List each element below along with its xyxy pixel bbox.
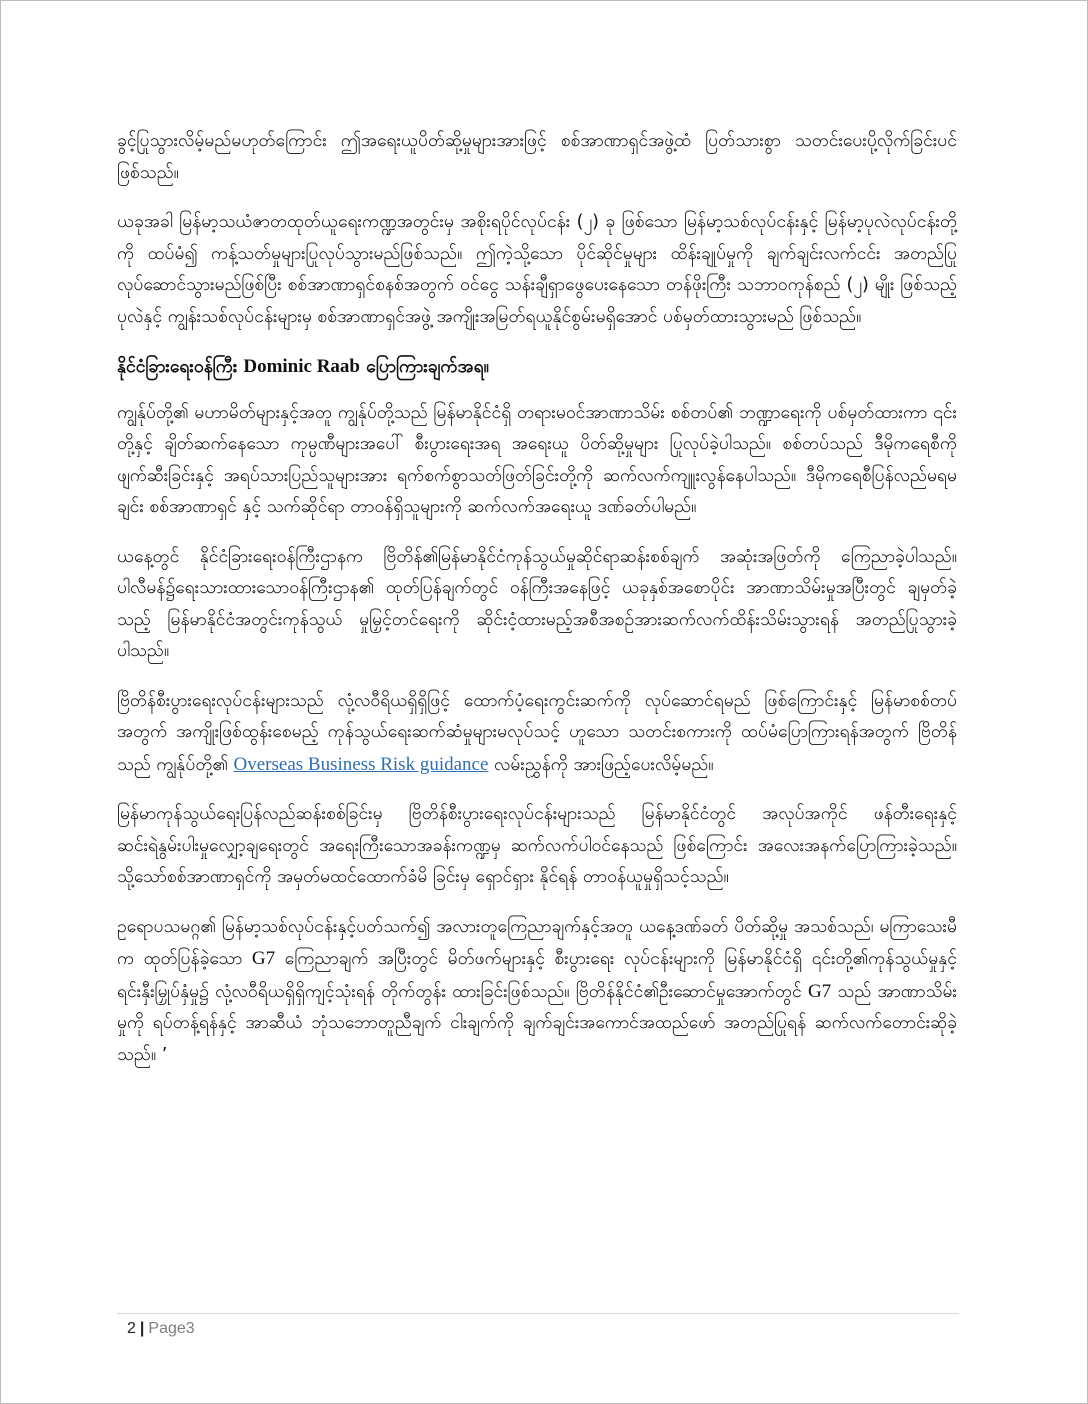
- heading-suffix: ပြောကြားချက်အရ။: [360, 357, 489, 377]
- overseas-business-risk-guidance-link[interactable]: Overseas Business Risk guidance: [233, 753, 489, 775]
- footer-rule: [117, 1313, 959, 1314]
- heading-prefix: နိုင်ငံခြားရေးဝန်ကြီး: [117, 357, 244, 377]
- paragraph-2: ယခုအခါ မြန်မာ့သယံဇာတထုတ်ယူရေးကဏ္ဍအတွင်းမှ အစိုးရပိုင်လုပ်ငန်း (၂) ခု ဖြစ်သော မြန်မာ့သစ်လုပ်ငန်းနှင့် မြန်မာ့ပုလဲလုပ်ငန်းတို့ကို ထပ်မံ၍ ကန့်သတ်မှုများပြုလုပ်သွားမည်ဖြစ်သည်။ ဤကဲ့သို့သော ပိုင်ဆိုင်မှုများ ထိန်းချုပ်မှုကို ချက်ချင်းလက်ငင်း အတည်ပြုလုပ်ဆောင်သွားမည်ဖြစ်ပြီး စစ်အာဏာရှင်စနစ်အတွက် ဝင်ငွေ သန်းချီရှာဖွေပေးနေသော တန်ဖိုးကြီး သဘာဝကုန်စည် (၂) မျိုး ဖြစ်သည့် ပုလဲနှင့် ကျွန်းသစ်လုပ်ငန်းများမှ စစ်အာဏာရှင်အဖွဲ့ အကျိုးအမြတ်ရယူနိုင်စွမ်းမရှိအောင် ပစ်မှတ်ထားသွားမည် ဖြစ်သည်။: [117, 212, 957, 327]
- paragraph-5-tail: လမ်းညွှန်ကို အားဖြည့်ပေးလိမ့်မည်။: [488, 754, 714, 775]
- g7-term-2: G7: [807, 980, 832, 1002]
- paragraph-5-text: ဗြိတိန်စီးပွားရေးလုပ်ငန်းများသည် လုံ့လဝီရိယရှိရှိဖြင့် ထောက်ပံ့ရေးကွင်းဆက်ကို လုပ်ဆောင်ရမည် ဖြစ်ကြောင်းနှင့် မြန်မာစစ်တပ်အတွက် အကျိုးဖြစ်ထွန်းစေမည့် ကုန်သွယ်ရေးဆက်ဆံမှုများမလုပ်သင့် ဟူသော သတင်းစကားကို ထပ်မံပြောကြားရန်အတွက် ဗြိတိန်သည် ကျွန်ုပ်တို့၏: [117, 690, 957, 775]
- paragraph-7-part-b: ကြေညာချက် အပြီးတွင် မိတ်ဖက်များနှင့် စီးပွားရေး လုပ်ငန်းများကို မြန်မာနိုင်ငံရှိ ၎င်းတို့၏ကုန်သွယ်မှုနှင့် ရင်းနှီးမြှုပ်နှံမှု၌ လုံ့လဝီရိယရှိရှိကျင့်သုံးရန် တိုက်တွန်း ထားခြင်းဖြစ်သည်။ ဗြိတိန်နိုင်ငံ၏ဦးဆောင်မှုအောက်တွင်: [117, 949, 957, 1002]
- paragraph-7-part-a: ဥရောပသမဂ္ဂ၏ မြန်မာ့သစ်လုပ်ငန်းနှင့်ပတ်သက်၍ အလားတူကြေညာချက်နှင့်အတူ ယနေ့ဒဏ်ခတ် ပိတ်ဆို့မှု အသစ်သည်၊ မကြာသေးမီက ထုတ်ပြန်ခဲ့သော: [117, 916, 957, 969]
- page-label: Page3: [148, 1320, 195, 1337]
- page-number: 2: [127, 1320, 136, 1337]
- g7-term-1: G7: [251, 948, 276, 969]
- paragraph-3: ကျွန်ုပ်တို့၏ မဟာမိတ်များနှင့်အတူ ကျွန်ုပ်တို့သည် မြန်မာနိုင်ငံရှိ တရားမဝင်အာဏာသိမ်း စစ်တပ်၏ ဘဏ္ဍာရေးကို ပစ်မှတ်ထားကာ ၎င်းတို့နှင့် ချိတ်ဆက်နေသော ကုမ္ပဏီများအပေါ် စီးပွားရေးအရ အရေးယူ ပိတ်ဆို့မှုများ ပြုလုပ်ခဲ့ပါသည်။ စစ်တပ်သည် ဒီမိုကရေစီကိုဖျက်ဆီးခြင်းနှင့် အရပ်သားပြည်သူများအား ရက်စက်စွာသတ်ဖြတ်ခြင်းတို့ကို ဆက်လက်ကျူးလွန်နေပါသည်။ ဒီမိုကရေစီပြန်လည်မရမချင်း စစ်အာဏာရှင် နှင့် သက်ဆိုင်ရာ တာဝန်ရှိသူများကို ဆက်လက်အရေးယူ ဒဏ်ခတ်ပါမည်။: [117, 402, 957, 517]
- page-footer: [127, 1318, 195, 1340]
- footer-separator: |: [139, 1320, 145, 1337]
- paragraph-5: [117, 686, 957, 782]
- paragraph-7: [117, 912, 957, 1072]
- paragraph-6: မြန်မာကုန်သွယ်ရေးပြန်လည်ဆန်းစစ်ခြင်းမှ ဗြိတိန်စီးပွားရေးလုပ်ငန်းများသည် မြန်မာနိုင်ငံတွင် အလုပ်အကိုင် ဖန်တီးရေးနှင့် ဆင်းရဲနွမ်းပါးမှုလျှော့ချရေးတွင် အရေးကြီးသောအခန်းကဏ္ဍမှ ဆက်လက်ပါဝင်နေသည် ဖြစ်ကြောင်း အလေးအနက်ပြောကြားခဲ့သည်။ သို့သော်စစ်အာဏာရှင်ကို အမှတ်မထင်ထောက်ခံမိ ခြင်းမှ ရှောင်ရှား နိုင်ရန် တာဝန်ယူမှုရှိသင့်သည်။: [117, 804, 957, 887]
- heading-name: Dominic Raab: [243, 356, 361, 377]
- paragraph-7-part-c: သည် အာဏာသိမ်းမှုကို ရပ်တန့်ရန်နှင့် အာဆီယံ ဘုံသဘောတူညီချက် ငါးချက်ကို ချက်ချင်းအကောင်အထည်ဖော် အတည်ပြုရန် ဆက်လက်တောင်းဆိုခဲ့သည်။ ’: [117, 981, 957, 1065]
- paragraph-1: ခွင့်ပြုသွားလိမ့်မည်မဟုတ်ကြောင်း ဤအရေးယူပိတ်ဆို့မှုများအားဖြင့် စစ်အာဏာရှင်အဖွဲ့ထံ ပြတ်သားစွာ သတင်းပေးပို့လိုက်ခြင်းပင် ဖြစ်သည်။: [117, 131, 957, 183]
- section-heading: [117, 351, 957, 384]
- paragraph-4: ယနေ့တွင် နိုင်ငံခြားရေးဝန်ကြီးဌာနက ဗြိတိန်၏မြန်မာနိုင်ငံကုန်သွယ်မှုဆိုင်ရာဆန်းစစ်ချက် အဆုံးအဖြတ်ကို ကြေညာခဲ့ပါသည်။ ပါလီမန်၌ရေးသားထားသောဝန်ကြီးဌာန၏ ထုတ်ပြန်ချက်တွင် ဝန်ကြီးအနေဖြင့် ယခုနှစ်အစောပိုင်း အာဏာသိမ်းမှုအပြီးတွင် ချမှတ်ခဲ့သည့် မြန်မာနိုင်ငံအတွင်းကုန်သွယ် မှုမြှင့်တင်ရေးကို ဆိုင်းငံ့ထားမည့်အစီအစဉ်အားဆက်လက်ထိန်းသိမ်းသွားရန် အတည်ပြုသွားခဲ့ပါသည်။: [117, 546, 957, 661]
- document-body: [117, 126, 957, 1089]
